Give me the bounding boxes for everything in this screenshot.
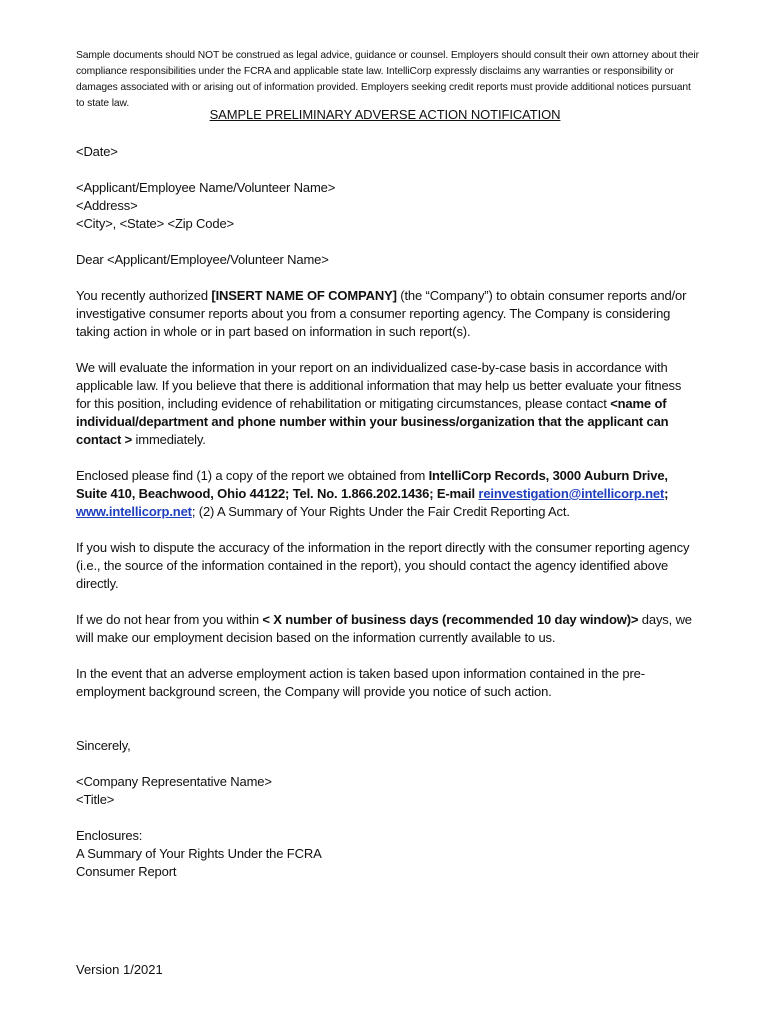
closing: Sincerely, bbox=[76, 738, 131, 753]
date-placeholder: <Date> bbox=[76, 144, 118, 159]
paragraph-dispute: If you wish to dispute the accuracy of the information in the report directly with the consumer reporting agency (i.e., the source of the information contained in the report), you should contact the agency identified above directly. bbox=[76, 540, 690, 591]
business-days-placeholder: < X number of business days (recommended 10 day window)> bbox=[262, 612, 639, 627]
signature-title: <Title> bbox=[76, 792, 115, 807]
website-link[interactable]: www.intellicorp.net bbox=[76, 504, 192, 519]
paragraph-evaluation: We will evaluate the information in your report on an individualized case-by-case basis in accordance with applicable law. If you believe that there is additional information that may help us better evaluate your fitness for this position, including evidence of rehabilitation or mitigating circumstances, please contact <name of individual/department and phone number within your business/organization that the applicant can contact > immediately. bbox=[76, 360, 682, 447]
intellicorp-contact-info: IntelliCorp Records, 3000 Auburn Drive, Suite 410, Beachwood, Ohio 44122; Tel. No. 1.866.202.1436; E-mail bbox=[76, 468, 668, 501]
signature-name: <Company Representative Name> bbox=[76, 774, 272, 789]
paragraph-enclosed: Enclosed please find (1) a copy of the report we obtained from IntelliCorp Records, 3000 Auburn Drive, Suite 410, Beachwood, Ohio 44122; Tel. No. 1.866.202.1436; E-mail reinvestigation@intellicorp.net; www.intellicorp.net; (2) A Summary of Your Rights Under the Fair Credit Reporting Act. bbox=[76, 468, 669, 519]
enclosure-item: Consumer Report bbox=[76, 864, 177, 879]
document-title: SAMPLE PRELIMINARY ADVERSE ACTION NOTIFICATION bbox=[209, 107, 561, 122]
salutation: Dear <Applicant/Employee/Volunteer Name> bbox=[76, 252, 329, 267]
paragraph-deadline: If we do not hear from you within < X number of business days (recommended 10 day window)> days, we will make our employment decision based on the information currently available to us. bbox=[76, 612, 692, 645]
email-link[interactable]: reinvestigation@intellicorp.net bbox=[478, 486, 665, 501]
enclosures-heading: Enclosures: bbox=[76, 828, 143, 843]
recipient-address: <Address> bbox=[76, 198, 138, 213]
legal-disclaimer: Sample documents should NOT be construed as legal advice, guidance or counsel. Employers should consult their own attorney about their compliance responsibilities under the FCRA and applicable state law. IntelliCorp expressly disclaims any warranties or responsibility or damages associated with or arising out of information provided. Employers seeking credit reports must provide additional notices pursuant to state law. bbox=[76, 50, 699, 109]
paragraph-notice: In the event that an adverse employment action is taken based upon information contained in the pre-employment background screen, the Company will provide you notice of such action. bbox=[76, 666, 645, 699]
contact-placeholder: <name of individual/department and phone number within your business/organization that the applicant can contact > bbox=[76, 396, 669, 447]
enclosure-item: A Summary of Your Rights Under the FCRA bbox=[76, 846, 322, 861]
company-name-placeholder: [INSERT NAME OF COMPANY] bbox=[211, 288, 397, 303]
version-label: Version 1/2021 bbox=[76, 962, 163, 977]
paragraph-authorization: You recently authorized [INSERT NAME OF COMPANY] (the “Company”) to obtain consumer reports and/or investigative consumer reports about you from a consumer reporting agency. The Company is considering taking action in whole or in part based on information in such report(s). bbox=[76, 288, 687, 339]
recipient-name: <Applicant/Employee Name/Volunteer Name> bbox=[76, 180, 336, 195]
recipient-city-state-zip: <City>, <State> <Zip Code> bbox=[76, 216, 234, 231]
letter-body bbox=[76, 143, 696, 881]
